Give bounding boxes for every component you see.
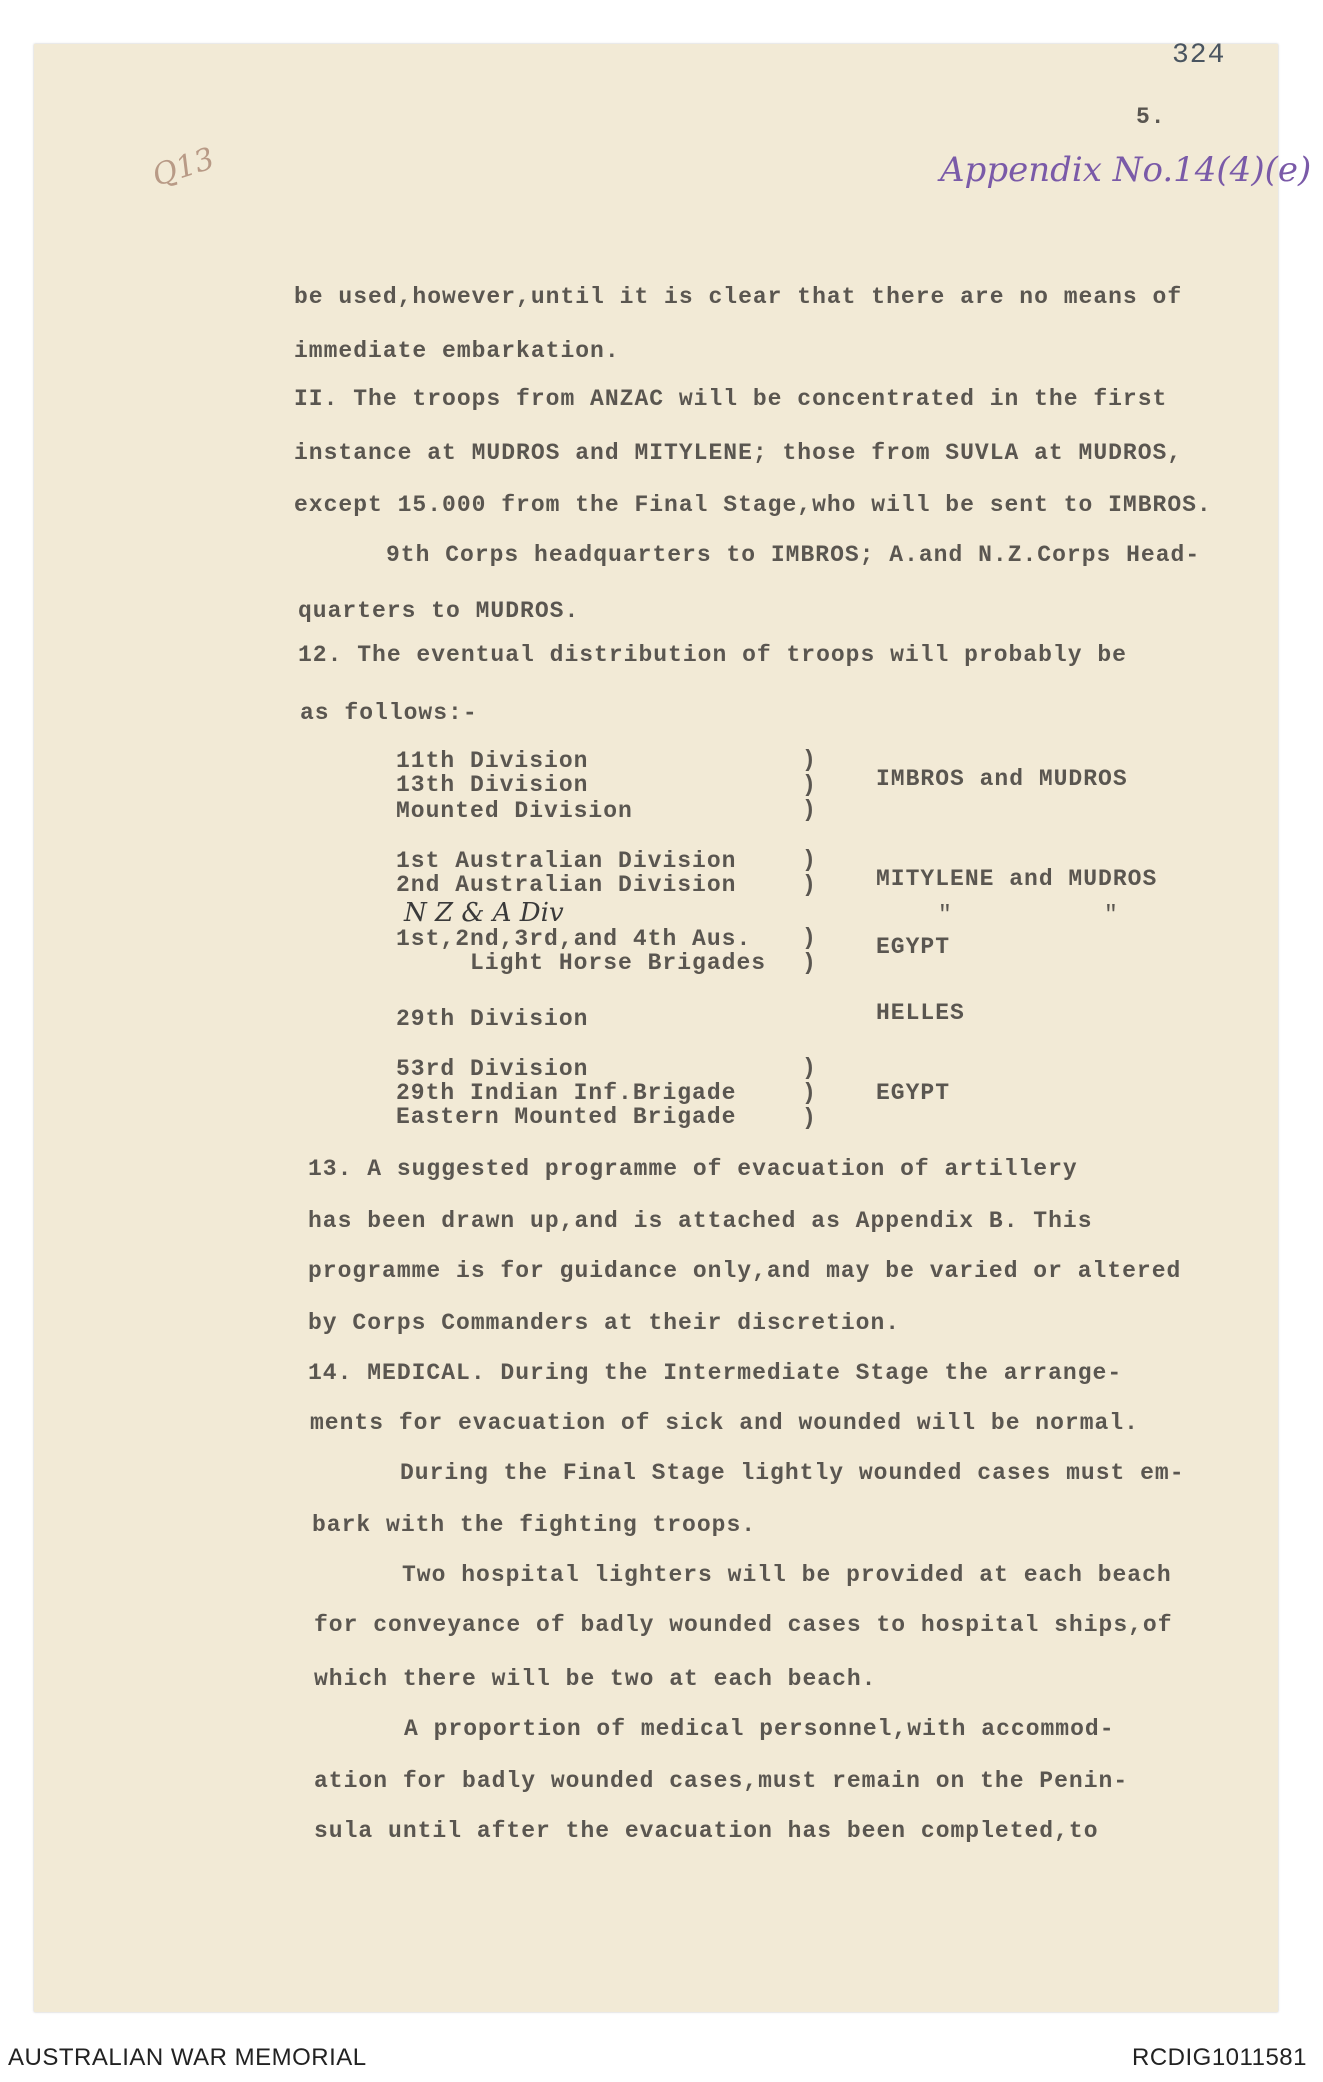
text-line: ation for badly wounded cases,must remain on the Penin- [314, 1768, 1129, 1794]
text-line: 13. A suggested programme of evacuation of artillery [308, 1156, 1078, 1182]
brace: ) ) ) [802, 1055, 816, 1131]
text-line: A proportion of medical personnel,with accommod- [404, 1716, 1115, 1742]
text-line: bark with the fighting troops. [312, 1512, 757, 1538]
destination: EGYPT [876, 1080, 951, 1106]
ditto-mark: " [1104, 902, 1119, 928]
unit: 29th Indian Inf.Brigade [396, 1080, 737, 1106]
unit: 13th Division [396, 772, 589, 798]
text-line: for conveyance of badly wounded cases to hospital ships,of [314, 1612, 1173, 1638]
text-line: as follows:- [300, 700, 478, 726]
text-line: ments for evacuation of sick and wounded will be normal. [310, 1410, 1139, 1436]
unit: 1st,2nd,3rd,and 4th Aus. [396, 926, 752, 952]
destination: IMBROS and MUDROS [876, 766, 1128, 792]
pencil-note: Q13 [148, 141, 219, 194]
unit: 1st Australian Division [396, 848, 737, 874]
destination: MITYLENE and MUDROS [876, 866, 1158, 892]
text-line: sula until after the evacuation has been completed,to [314, 1818, 1099, 1844]
text-line: instance at MUDROS and MITYLENE; those from SUVLA at MUDROS, [294, 440, 1183, 466]
handwritten-insert: N Z & A Div [404, 898, 564, 928]
text-line: programme is for guidance only,and may be varied or altered [308, 1258, 1182, 1284]
text-line: be used,however,until it is clear that there are no means of [294, 284, 1183, 310]
unit: Eastern Mounted Brigade [396, 1104, 737, 1130]
brace: ) ) [802, 925, 816, 976]
destination: HELLES [876, 1000, 965, 1026]
unit: 29th Division [396, 1006, 589, 1032]
footer-record-id: RCDIG1011581 [1132, 2044, 1307, 2071]
text-line: immediate embarkation. [294, 338, 620, 364]
ditto-mark: " [938, 902, 953, 928]
text-line: by Corps Commanders at their discretion. [308, 1310, 901, 1336]
footer-institution: AUSTRALIAN WAR MEMORIAL [8, 2044, 367, 2071]
unit: 53rd Division [396, 1056, 589, 1082]
brace: ) ) ) [802, 747, 816, 823]
unit: Light Horse Brigades [470, 950, 767, 976]
text-line: II. The troops from ANZAC will be concentrated in the first [294, 386, 1168, 412]
text-line: quarters to MUDROS. [298, 598, 580, 624]
text-line: which there will be two at each beach. [314, 1666, 877, 1692]
page-number: 5. [1136, 104, 1166, 130]
brace: ) ) [802, 847, 816, 898]
appendix-annotation: Appendix No.14(4)(e) [940, 150, 1312, 190]
unit: 2nd Australian Division [396, 872, 737, 898]
text-line: 12. The eventual distribution of troops will probably be [298, 642, 1127, 668]
text-line: 14. MEDICAL. During the Intermediate Stage the arrange- [308, 1360, 1123, 1386]
text-line: except 15.000 from the Final Stage,who will be sent to IMBROS. [294, 492, 1212, 518]
unit: 11th Division [396, 748, 589, 774]
text-line: Two hospital lighters will be provided at each beach [402, 1562, 1172, 1588]
text-line: has been drawn up,and is attached as Appendix B. This [308, 1208, 1093, 1234]
unit: Mounted Division [396, 798, 633, 824]
folio-number: 324 [1172, 40, 1226, 71]
destination: EGYPT [876, 934, 951, 960]
text-line: During the Final Stage lightly wounded cases must em- [400, 1460, 1185, 1486]
text-line: 9th Corps headquarters to IMBROS; A.and N.Z.Corps Head- [386, 542, 1201, 568]
